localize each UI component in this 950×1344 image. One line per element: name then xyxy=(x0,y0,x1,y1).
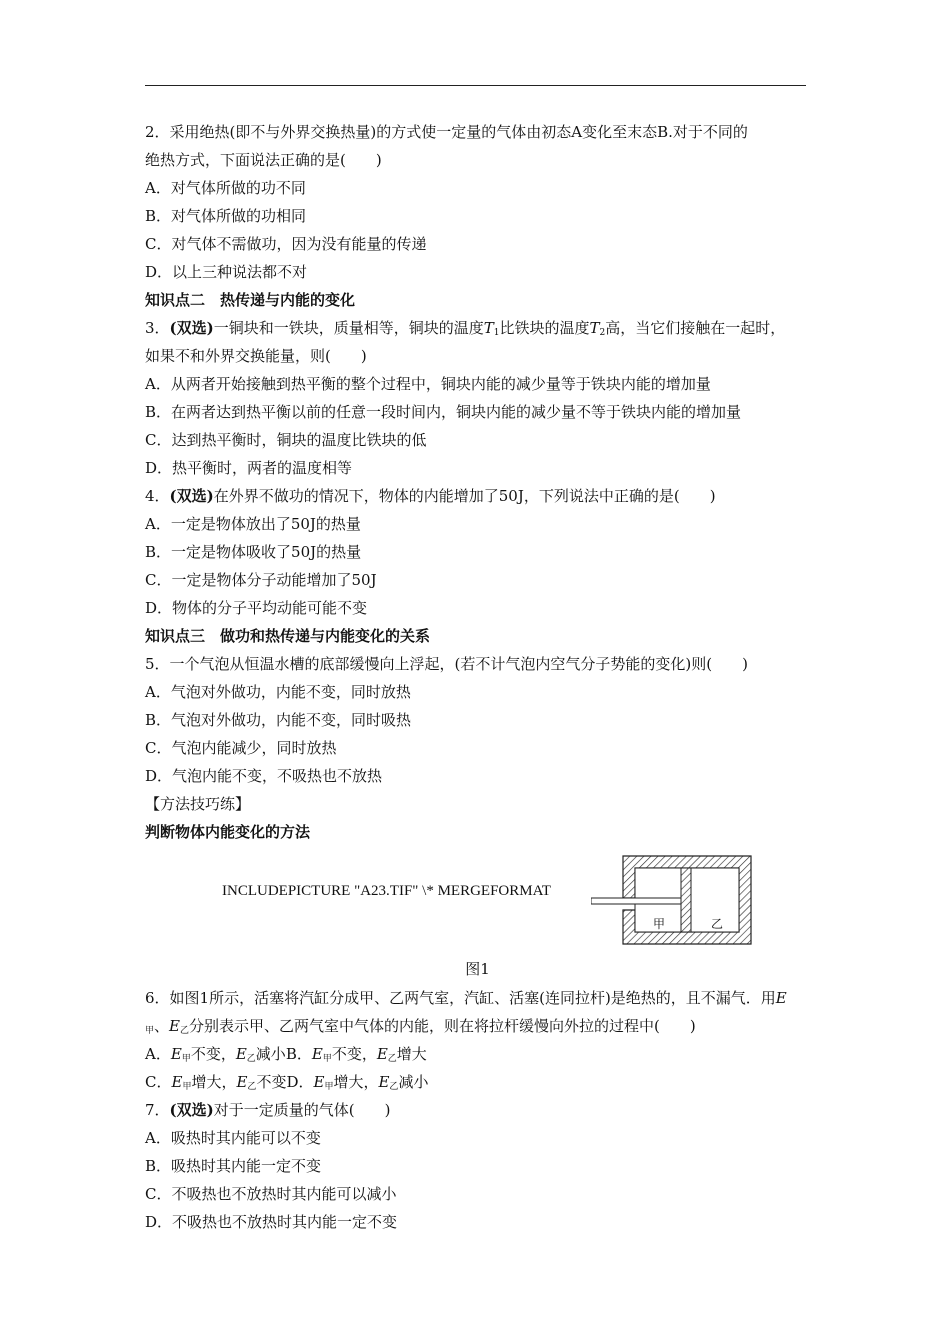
q6-sub-yi: 乙 xyxy=(179,1026,189,1036)
q3-option-d: D．热平衡时，两者的温度相等 xyxy=(145,459,353,477)
q4-line1 xyxy=(145,482,810,510)
header-rule xyxy=(145,85,806,86)
q2-line2: 绝热方式，下面说法正确的是( ) xyxy=(145,151,382,169)
q3-text-b: 比铁块的温度 xyxy=(499,319,590,337)
section-heading-3: 知识点三 做功和热传递与内能变化的关系 xyxy=(145,627,431,645)
q3-line2: 如果不和外界交换能量，则( ) xyxy=(145,347,367,365)
q7-tag: (双选) xyxy=(169,1101,214,1119)
q6-c-text2: 不变 xyxy=(256,1073,287,1091)
q2-option-d: D．以上三种说法都不对 xyxy=(145,263,308,281)
section-heading-2: 知识点二 热传递与内能的变化 xyxy=(145,291,356,309)
q4-option-c: C．一定是物体分子动能增加了50J xyxy=(145,571,377,589)
q6-d-e2: E xyxy=(378,1073,390,1091)
q4-number: 4． xyxy=(145,487,170,505)
q6-options-ab xyxy=(145,1040,810,1068)
cylinder-diagram xyxy=(591,852,771,948)
q5-option-a: A．气泡对外做功，内能不变，同时放热 xyxy=(145,683,411,701)
q6-c-e2: E xyxy=(236,1073,248,1091)
q6-b-text2: 增大 xyxy=(396,1045,427,1063)
q6-c-e1: E xyxy=(171,1073,183,1091)
q3-text-c: 高，当它们接触在一起时， xyxy=(605,319,786,337)
q6-energy-symbol: E xyxy=(775,989,787,1007)
label-yi: 乙 xyxy=(711,917,724,931)
q6-c-sub1: 甲 xyxy=(182,1082,192,1092)
q5-line1: 5．一个气泡从恒温水槽的底部缓慢向上浮起，(若不计气泡内空气分子势能的变化)则( ) xyxy=(145,655,748,673)
q6-b-e2: E xyxy=(376,1045,388,1063)
q6-b-sub2: 乙 xyxy=(387,1054,397,1064)
q7-option-d: D．不吸热也不放热时其内能一定不变 xyxy=(145,1213,398,1231)
q6-d-sub1: 甲 xyxy=(324,1082,334,1092)
pull-rod xyxy=(591,898,681,904)
q7-option-a: A．吸热时其内能可以不变 xyxy=(145,1129,321,1147)
q2-option-b: B．对气体所做的功相同 xyxy=(145,207,307,225)
q6-text1: 6．如图1所示，活塞将汽缸分成甲、乙两气室，汽缸、活塞(连同拉杆)是绝热的，且不漏气．用 xyxy=(145,989,776,1007)
q3-option-a: A．从两者开始接触到热平衡的整个过程中，铜块内能的减少量等于铁块内能的增加量 xyxy=(145,375,711,393)
q6-a-e1: E xyxy=(170,1045,182,1063)
q3-tag: (双选) xyxy=(169,319,214,337)
q3-subscript-1: 1 xyxy=(493,328,500,338)
q5-option-b: B．气泡对外做功，内能不变，同时吸热 xyxy=(145,711,412,729)
q6-d-text2: 减小 xyxy=(398,1073,429,1091)
piston xyxy=(681,868,691,932)
q3-temp-symbol-2: T xyxy=(589,319,600,337)
q4-text: 在外界不做功的情况下，物体的内能增加了50J，下列说法中正确的是( ) xyxy=(213,487,716,505)
q4-option-d: D．物体的分子平均动能可能不变 xyxy=(145,599,368,617)
q7-line1 xyxy=(145,1096,810,1124)
q6-a-text1: 不变， xyxy=(190,1045,236,1063)
q3-number: 3． xyxy=(145,319,170,337)
q7-number: 7． xyxy=(145,1101,170,1119)
document-body xyxy=(145,118,810,1236)
include-picture-field: INCLUDEPICTURE "A23.TIF" \* MERGEFORMAT xyxy=(222,883,551,899)
q6-d-text1: 增大， xyxy=(333,1073,379,1091)
q3-temp-symbol-1: T xyxy=(483,319,494,337)
q6-b-prefix: B． xyxy=(285,1045,312,1063)
q7-option-b: B．吸热时其内能一定不变 xyxy=(145,1157,322,1175)
q5-option-c: C．气泡内能减少，同时放热 xyxy=(145,739,337,757)
q6-a-sub2: 乙 xyxy=(246,1054,256,1064)
q2-line1: 2．采用绝热(即不与外界交换热量)的方式使一定量的气体由初态A变化至末态B.对于不同的 xyxy=(145,123,748,141)
q5-option-d: D．气泡内能不变，不吸热也不放热 xyxy=(145,767,383,785)
q6-sub-jia: 甲 xyxy=(145,1026,155,1036)
q6-d-prefix: D． xyxy=(286,1073,314,1091)
q3-option-c: C．达到热平衡时，铜块的温度比铁块的低 xyxy=(145,431,427,449)
q6-b-sub1: 甲 xyxy=(322,1054,332,1064)
q4-option-b: B．一定是物体吸收了50J的热量 xyxy=(145,543,362,561)
q3-subscript-2: 2 xyxy=(599,328,606,338)
q6-c-text1: 增大， xyxy=(191,1073,237,1091)
q6-line2 xyxy=(145,1012,810,1040)
q7-option-c: C．不吸热也不放热时其内能可以减小 xyxy=(145,1185,397,1203)
figure-area xyxy=(145,852,810,954)
q6-a-e2: E xyxy=(235,1045,247,1063)
method-header: 【方法技巧练】 xyxy=(145,795,251,813)
q6-c-sub2: 乙 xyxy=(247,1082,257,1092)
q6-b-e1: E xyxy=(311,1045,323,1063)
q6-b-text1: 不变， xyxy=(331,1045,377,1063)
q7-text: 对于一定质量的气体( ) xyxy=(213,1101,391,1119)
q6-a-prefix: A． xyxy=(145,1045,171,1063)
q4-tag: (双选) xyxy=(169,487,214,505)
q6-line1 xyxy=(145,984,810,1012)
q6-d-e1: E xyxy=(313,1073,325,1091)
method-title: 判断物体内能变化的方法 xyxy=(145,823,311,841)
q2-option-c: C．对气体不需做功，因为没有能量的传递 xyxy=(145,235,427,253)
q3-option-b: B．在两者达到热平衡以前的任意一段时间内，铜块内能的减少量不等于铁块内能的增加量 xyxy=(145,403,742,421)
q6-c-prefix: C． xyxy=(145,1073,172,1091)
q3-line1 xyxy=(145,314,810,342)
label-jia: 甲 xyxy=(653,917,666,931)
q2-option-a: A．对气体所做的功不同 xyxy=(145,179,306,197)
q4-option-a: A．一定是物体放出了50J的热量 xyxy=(145,515,361,533)
q6-a-sub1: 甲 xyxy=(181,1054,191,1064)
q6-d-sub2: 乙 xyxy=(389,1082,399,1092)
q6-a-text2: 减小 xyxy=(255,1045,286,1063)
q3-text-a: 一铜块和一铁块，质量相等，铜块的温度 xyxy=(213,319,484,337)
figure-caption: 图1 xyxy=(465,960,490,978)
q6-energy-symbol-2: E xyxy=(169,1017,180,1035)
q6-options-cd xyxy=(145,1068,810,1096)
q6-sep: 、 xyxy=(154,1017,170,1035)
q6-text2: 分别表示甲、乙两气室中气体的内能，则在将拉杆缓慢向外拉的过程中( ) xyxy=(189,1017,696,1035)
